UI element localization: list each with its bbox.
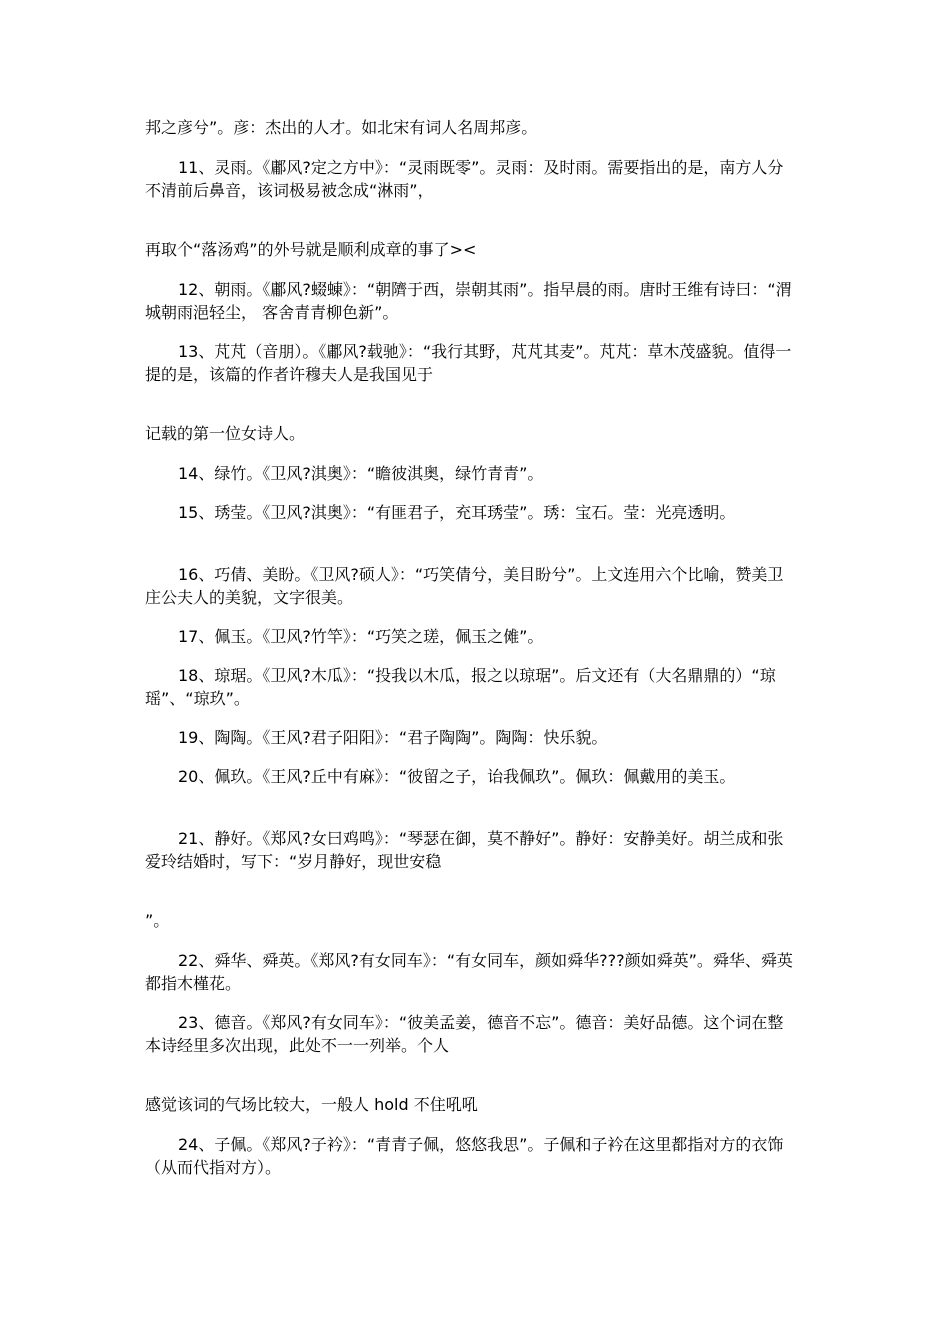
paragraph-17: 23、德音。《郑风?有女同车》：“彼美孟姜，德音不忘”。德音：美好品德。这个词在整本诗经里多次出现，此处不一一列举。个人 <box>145 1013 784 1055</box>
paragraph-18: 感觉该词的气场比较大，一般人 hold 不住吼吼 <box>145 1095 478 1114</box>
paragraph-7: 14、绿竹。《卫风?淇奥》：“瞻彼淇奥，绿竹青青”。 <box>178 464 544 483</box>
paragraph-14: 21、静好。《郑风?女曰鸡鸣》：“琴瑟在御，莫不静好”。静好：安静美好。胡兰成和张爱玲结婚时，写下：“岁月静好，现世安稳 <box>145 829 784 871</box>
paragraph-4: 12、朝雨。《鄘风?蝃蝀》：“朝隮于西，崇朝其雨”。指早晨的雨。唐时王维有诗曰：“渭城朝雨浥轻尘， 客舍青青柳色新”。 <box>145 280 792 322</box>
paragraph-10: 17、佩玉。《卫风?竹竿》：“巧笑之瑳，佩玉之傩”。 <box>178 627 544 646</box>
paragraph-1: 邦之彦兮”。彦：杰出的人才。如北宋有词人名周邦彦。 <box>145 118 538 137</box>
paragraph-12: 19、陶陶。《王风?君子阳阳》：“君子陶陶”。陶陶：快乐貌。 <box>178 728 608 747</box>
paragraph-13: 20、佩玖。《王风?丘中有麻》：“彼留之子，诒我佩玖”。佩玖：佩戴用的美玉。 <box>178 767 736 786</box>
paragraph-3: 再取个“落汤鸡”的外号就是顺利成章的事了>< <box>145 240 477 259</box>
paragraph-15: ”。 <box>145 911 170 930</box>
paragraph-8: 15、琇莹。《卫风?淇奥》：“有匪君子，充耳琇莹”。琇：宝石。莹：光亮透明。 <box>178 503 736 522</box>
paragraph-2: 11、灵雨。《鄘风?定之方中》：“灵雨既零”。灵雨：及时雨。需要指出的是，南方人分不清前后鼻音，该词极易被念成“淋雨”， <box>145 158 784 200</box>
paragraph-11: 18、琼琚。《卫风?木瓜》：“投我以木瓜，报之以琼琚”。后文还有（大名鼎鼎的）“琼瑶”、“琼玖”。 <box>145 666 776 708</box>
paragraph-16: 22、舜华、舜英。《郑风?有女同车》：“有女同车，颜如舜华???颜如舜英”。舜华、舜英都指木槿花。 <box>145 951 793 993</box>
paragraph-6: 记载的第一位女诗人。 <box>145 424 306 443</box>
paragraph-9: 16、巧倩、美盼。《卫风?硕人》：“巧笑倩兮，美目盼兮”。上文连用六个比喻，赞美卫庄公夫人的美貌，文字很美。 <box>145 565 784 607</box>
paragraph-19: 24、子佩。《郑风?子衿》：“青青子佩，悠悠我思”。子佩和子衿在这里都指对方的衣饰（从而代指对方）。 <box>145 1135 784 1177</box>
paragraph-5: 13、芃芃（音朋）。《鄘风?载驰》：“我行其野，芃芃其麦”。芃芃：草木茂盛貌。值得一提的是，该篇的作者许穆夫人是我国见于 <box>145 342 792 384</box>
